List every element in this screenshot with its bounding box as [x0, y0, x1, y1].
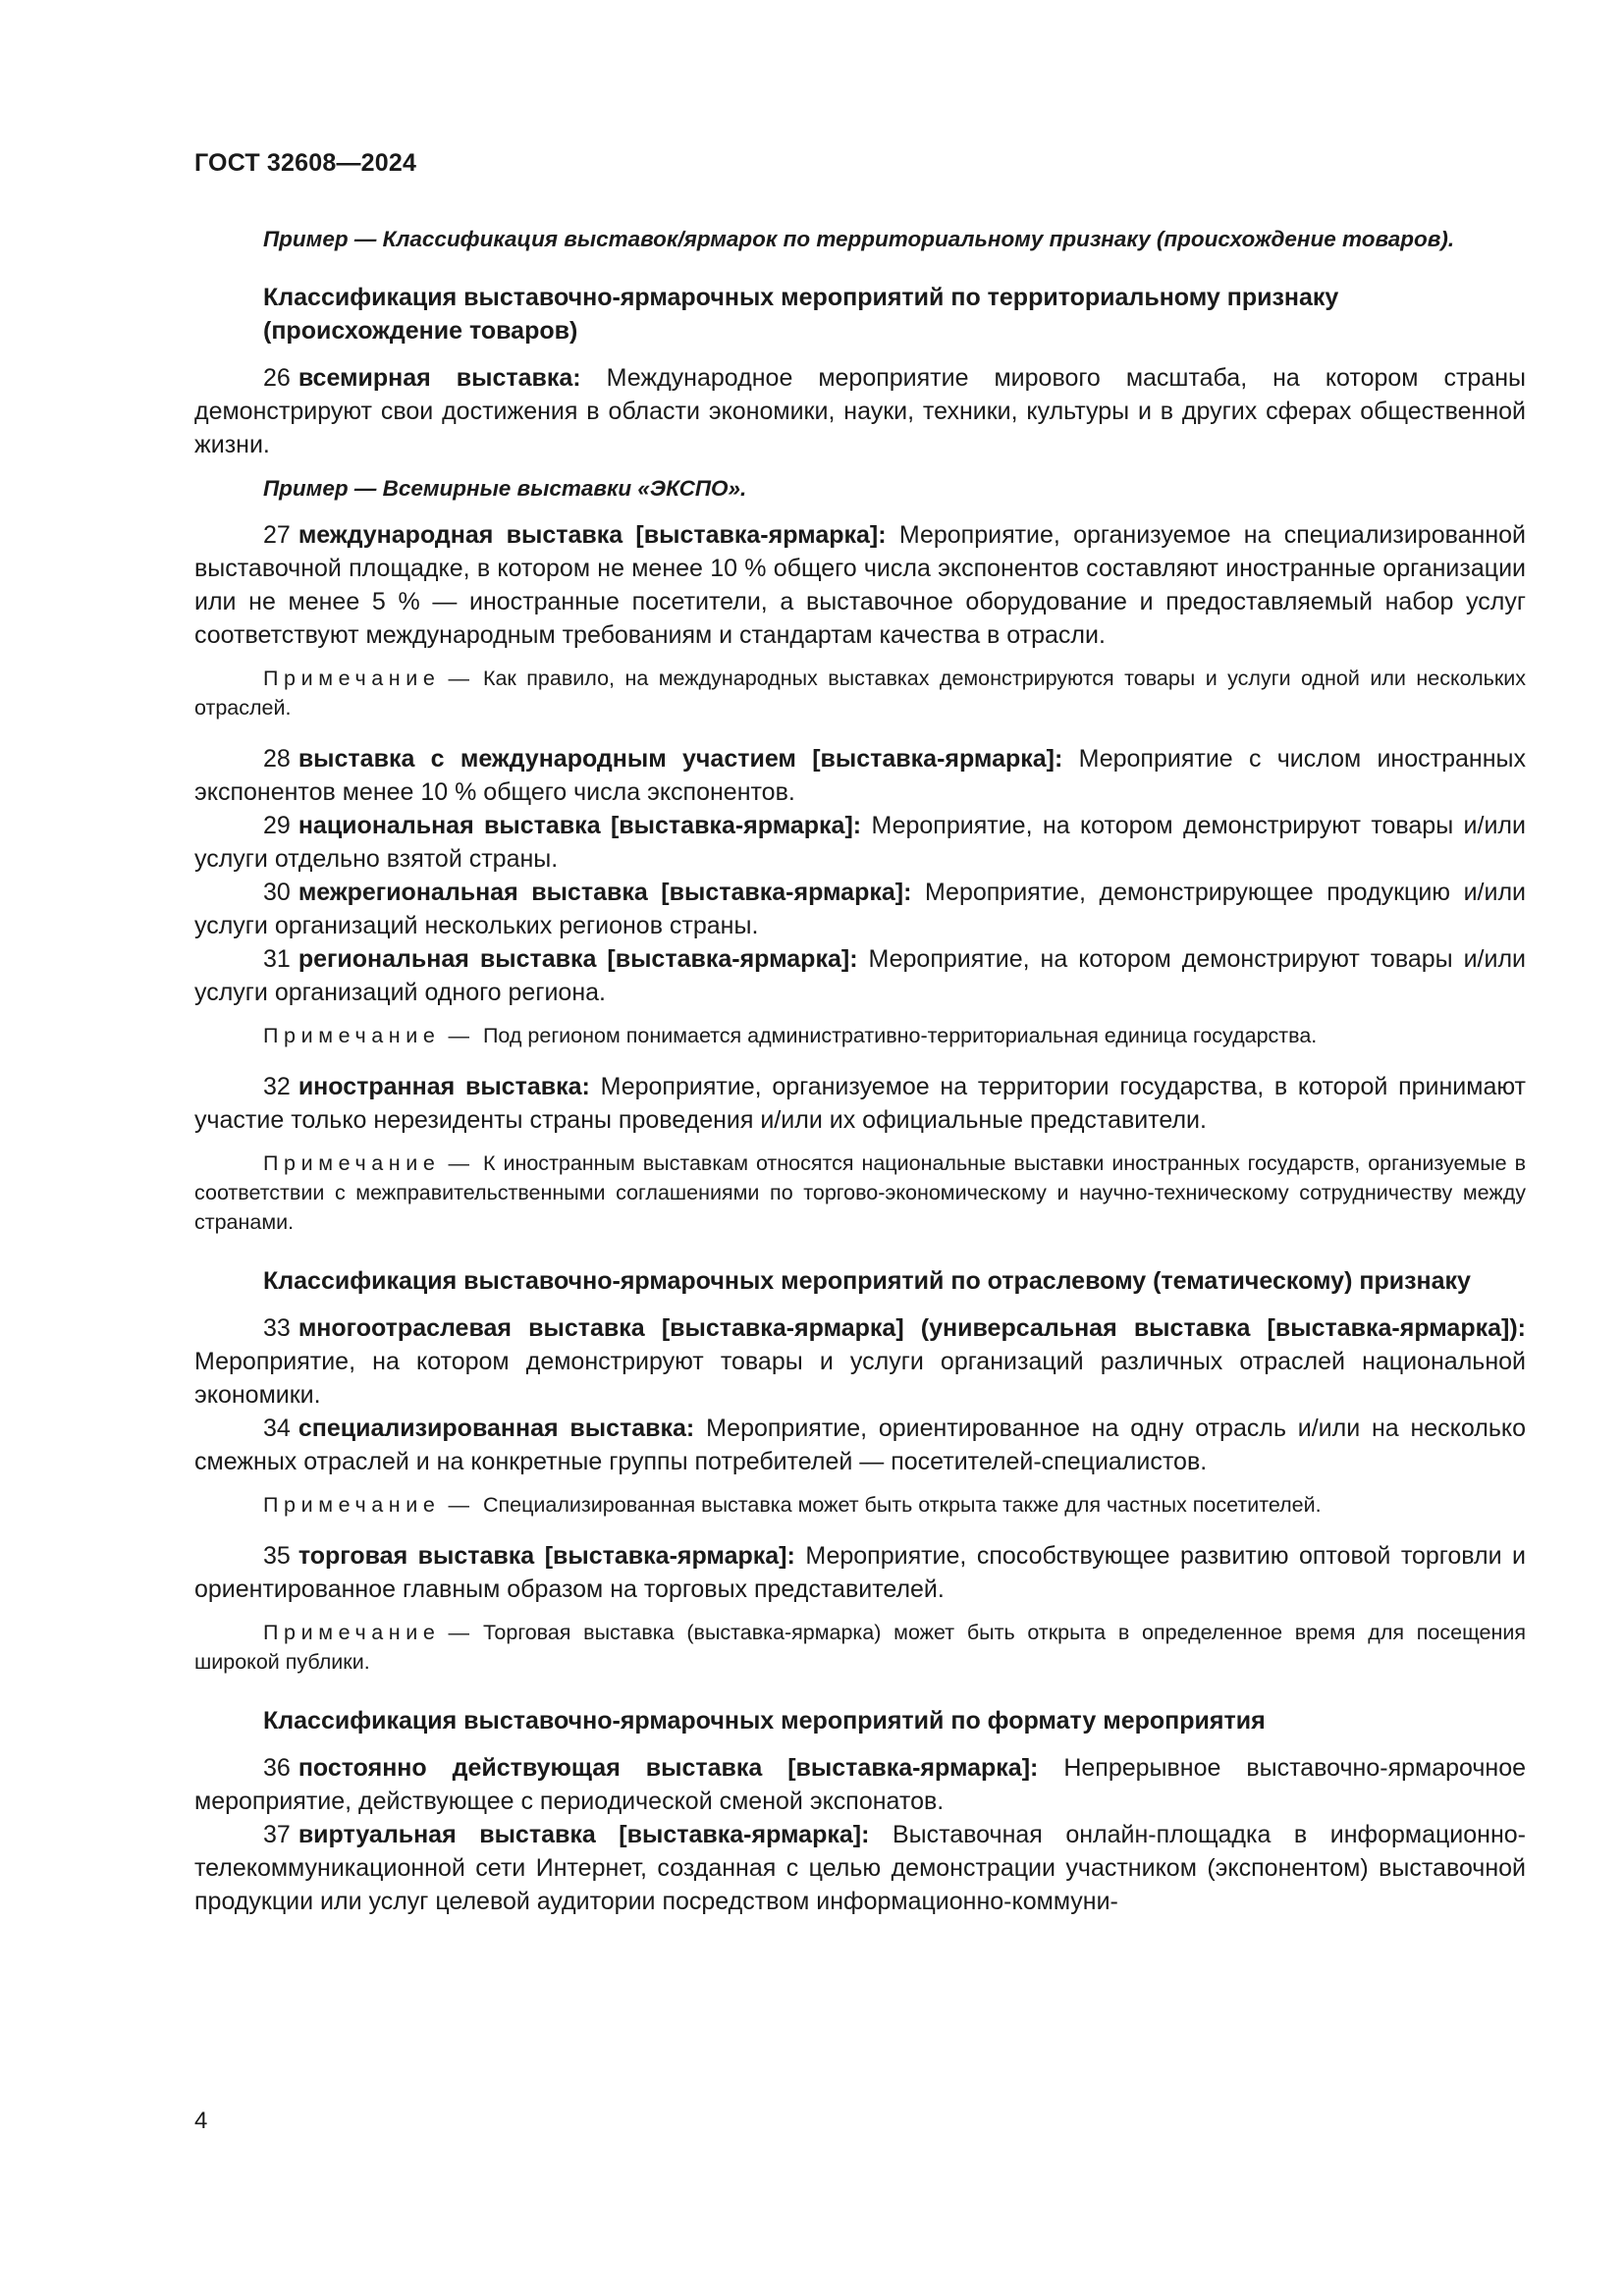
note — [194, 1021, 1526, 1050]
term-name: специализированная выставка: — [298, 1415, 695, 1442]
note-label: Примечание — [263, 1151, 441, 1175]
note-text: К иностранным выставкам относятся национальные выставки иностранных государств, организуемые в соответствии с межправительственными соглашениями по торгово-экономическому и научно-техническому сотрудничеству между странами. — [194, 1151, 1526, 1234]
term-name: виртуальная выставка [выставка-ярмарка]: — [298, 1821, 870, 1848]
term-name: постоянно действующая выставка [выставка-ярмарка]: — [298, 1754, 1039, 1782]
term-number: 36 — [263, 1754, 291, 1782]
term-name: выставка с международным участием [выставка-ярмарка]: — [298, 745, 1063, 773]
term-definition: Мероприятие, ориентированное на одну отрасль и/или на несколько смежных отраслей и на конкретные группы потребителей — посетителей-специалистов. — [194, 1415, 1526, 1475]
note-label: Примечание — [263, 1024, 441, 1047]
term-definition: Международное мероприятие мирового масштаба, на котором страны демонстрируют свои достижения в области экономики, науки, техники, культуры и в других сферах общественной жизни. — [194, 364, 1526, 458]
term-number: 31 — [263, 945, 291, 973]
note — [194, 1490, 1526, 1520]
term-number: 33 — [263, 1314, 291, 1342]
section-heading: Классификация выставочно-ярмарочных мероприятий по отраслевому (тематическому) признаку — [263, 1267, 1471, 1295]
term-entry — [194, 1070, 1526, 1137]
section-heading: Классификация выставочно-ярмарочных мероприятий по территориальному признаку (происхождение товаров) — [263, 284, 1339, 345]
term-definition: Мероприятие, демонстрирующее продукцию и/или услуги организаций нескольких регионов страны. — [194, 879, 1527, 939]
term-entry — [194, 742, 1526, 809]
note-text: Торговая выставка (выставка-ярмарка) может быть открыта в определенное время для посещения широкой публики. — [194, 1621, 1526, 1674]
term-number: 30 — [263, 879, 291, 906]
note-text: Специализированная выставка может быть открыта также для частных посетителей. — [482, 1493, 1322, 1517]
term-number: 37 — [263, 1821, 291, 1848]
term-entry — [194, 876, 1526, 942]
term-entry — [194, 1751, 1526, 1818]
term-entry — [194, 1539, 1526, 1606]
note-text: Под регионом понимается административно-территориальная единица государства. — [482, 1024, 1318, 1047]
term-name: региональная выставка [выставка-ярмарка]: — [298, 945, 858, 973]
term-number: 35 — [263, 1542, 291, 1570]
term-definition: Мероприятие, на котором демонстрируют товары и/или услуги отдельно взятой страны. — [194, 812, 1526, 873]
term-entry — [194, 518, 1526, 652]
term-number: 26 — [263, 364, 291, 392]
page-number: 4 — [194, 2108, 208, 2134]
note-dash: — — [448, 667, 469, 690]
term-entry — [194, 1412, 1526, 1478]
term-name: международная выставка [выставка-ярмарка]: — [298, 521, 887, 549]
section-heading: Классификация выставочно-ярмарочных мероприятий по формату мероприятия — [263, 1707, 1266, 1735]
term-name: всемирная выставка: — [298, 364, 581, 392]
term-number: 29 — [263, 812, 291, 839]
term-name: иностранная выставка: — [298, 1073, 590, 1100]
term-entry — [194, 942, 1526, 1009]
document-body — [194, 224, 1526, 1930]
term-name: многоотраслевая выставка [выставка-ярмарка] (универсальная выставка [выставка-ярмарка]): — [298, 1314, 1526, 1342]
term-name: национальная выставка [выставка-ярмарка]: — [298, 812, 862, 839]
term-definition: Мероприятие, на котором демонстрируют товары и услуги организаций различных отраслей национальной экономики. — [194, 1348, 1526, 1409]
term-number: 28 — [263, 745, 291, 773]
term-definition: Мероприятие, организуемое на территории государства, в которой принимают участие только нерезиденты страны проведения и/или их официальные представители. — [194, 1073, 1527, 1134]
term-name: межрегиональная выставка [выставка-ярмарка]: — [298, 879, 912, 906]
term-definition: Мероприятие, на котором демонстрируют товары и/или услуги организаций одного региона. — [194, 945, 1526, 1006]
term-definition: Мероприятие, организуемое на специализированной выставочной площадке, в котором не менее 10 % общего числа экспонентов составляют иностранные организации или не менее 5 % — иностранные посетители, а выставочное оборудование и предоставляемый набор услуг соответствуют международным требованиям и стандартам качества в отрасли. — [194, 521, 1526, 649]
note-label: Примечание — [263, 667, 441, 690]
term-definition: Выставочная онлайн-площадка в информационно-телекоммуникационной сети Интернет, созданная с целью демонстрации участником (экспонентом) выставочной продукции или услуг целевой аудитории посредством информационно-коммуни- — [194, 1821, 1526, 1915]
term-definition: Непрерывное выставочно-ярмарочное мероприятие, действующее с периодической сменой экспонатов. — [194, 1754, 1527, 1815]
term-entry — [194, 809, 1526, 876]
note — [194, 1148, 1526, 1237]
note-dash: — — [448, 1024, 469, 1047]
term-entry — [194, 1818, 1526, 1918]
note-dash: — — [448, 1621, 469, 1644]
document-header: ГОСТ 32608—2024 — [194, 149, 417, 177]
term-number: 27 — [263, 521, 291, 549]
term-number: 34 — [263, 1415, 291, 1442]
note-text: Как правило, на международных выставках демонстрируются товары и услуги одной или нескольких отраслей. — [194, 667, 1526, 720]
note-dash: — — [448, 1151, 469, 1175]
term-definition: Мероприятие с числом иностранных экспонентов менее 10 % общего числа экспонентов. — [194, 745, 1526, 806]
note-dash: — — [448, 1493, 469, 1517]
note — [194, 1618, 1526, 1677]
term-definition: Мероприятие, способствующее развитию оптовой торговли и ориентированное главным образом на торговых представителей. — [194, 1542, 1526, 1603]
note-label: Примечание — [263, 1621, 441, 1644]
term-number: 32 — [263, 1073, 291, 1100]
term-name: торговая выставка [выставка-ярмарка]: — [298, 1542, 795, 1570]
example-text: Пример — Всемирные выставки «ЭКСПО». — [263, 476, 747, 501]
note — [194, 664, 1526, 722]
example-text: Пример — Классификация выставок/ярмарок по территориальному признаку (происхождение товаров). — [263, 227, 1455, 251]
term-entry — [194, 361, 1526, 461]
note-label: Примечание — [263, 1493, 441, 1517]
term-entry — [194, 1311, 1526, 1412]
